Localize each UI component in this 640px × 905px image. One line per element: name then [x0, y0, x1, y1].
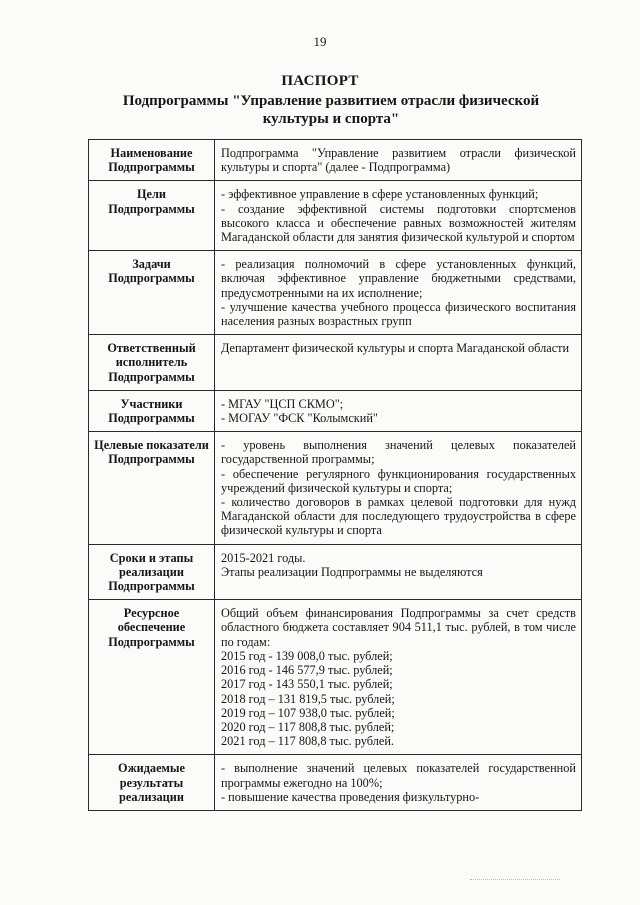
value-line: - уровень выполнения значений целевых показателей государственной программы;	[221, 438, 576, 467]
row-participants	[89, 390, 582, 431]
document-subtitle: Подпрограммы "Управление развитием отрасли физической культуры и спорта"	[122, 93, 540, 127]
value-line: - реализация полномочий в сфере установленных функций, включая эффективное управление бюджетными средствами, предусмотренными на их исполнение;	[221, 257, 576, 300]
row-value	[215, 140, 582, 181]
value-line: Департамент физической культуры и спорта Магаданской области	[221, 341, 570, 356]
row-label: Участники Подпрограммы	[89, 390, 215, 431]
value-line: 2016 год - 146 577,9 тыс. рублей;	[221, 663, 393, 678]
row-value	[215, 600, 582, 755]
value-line: - МОГАУ "ФСК "Колымский"	[221, 411, 378, 426]
row-value	[215, 181, 582, 251]
row-label: Ответственный исполнитель Подпрограммы	[89, 335, 215, 391]
row-label: Сроки и этапы реализации Подпрограммы	[89, 544, 215, 600]
row-label: Задачи Подпрограммы	[89, 251, 215, 335]
value-line: Этапы реализации Подпрограммы не выделяются	[221, 564, 483, 579]
row-label: Цели Подпрограммы	[89, 181, 215, 251]
row-value	[215, 755, 582, 811]
value-line: 2015 год - 139 008,0 тыс. рублей;	[221, 648, 393, 663]
row-value	[215, 544, 582, 600]
value-line: 2018 год – 131 819,5 тыс. рублей;	[221, 691, 395, 706]
value-line: 2021 год – 117 808,8 тыс. рублей.	[221, 734, 394, 749]
row-terms	[89, 544, 582, 600]
row-goals	[89, 181, 582, 251]
value-line: - выполнение значений целевых показателей государственной программы ежегодно на 100%;	[221, 761, 576, 790]
row-label: Наименование Подпрограммы	[89, 140, 215, 181]
value-line: - МГАУ "ЦСП СКМО";	[221, 396, 344, 411]
row-indicators	[89, 432, 582, 544]
row-value	[215, 432, 582, 544]
value-line: 2019 год – 107 938,0 тыс. рублей;	[221, 705, 395, 720]
document-title: ПАСПОРТ	[281, 73, 359, 89]
value-line: 2020 год – 117 808,8 тыс. рублей;	[221, 719, 395, 734]
value-line: - повышение качества проведения физкультурно-	[221, 789, 480, 804]
value-line: - эффективное управление в сфере установленных функций;	[221, 187, 539, 202]
value-line: - улучшение качества учебного процесса физического воспитания населения разных возрастных групп	[221, 299, 576, 329]
value-line: - количество договоров в рамках целевой подготовки для нужд Магаданской области для последующего трудоустройства в сфере физической культуры и спорта	[221, 495, 576, 538]
passport-table	[88, 139, 582, 811]
row-value	[215, 251, 582, 335]
value-line: 2017 год - 143 550,1 тыс. рублей;	[221, 677, 393, 692]
row-results	[89, 755, 582, 811]
row-label: Ресурсное обеспечение Подпрограммы	[89, 600, 215, 755]
row-responsible	[89, 335, 582, 391]
value-line: Общий объем финансирования Подпрограммы за счет средств областного бюджета составляет 904 511,1 тыс. рублей, в том числе по годам:	[221, 606, 576, 649]
value-line: 2015-2021 годы.	[221, 550, 306, 565]
page-number: 19	[313, 34, 327, 49]
row-label: Целевые показатели Подпрограммы	[89, 432, 215, 544]
value-line: - обеспечение регулярного функционирования государственных учреждений физической культуры и спорта;	[221, 466, 576, 495]
value-line: - создание эффективной системы подготовки спортсменов высокого класса и обеспечение равных возможностей жителям Магаданской области для занятия физической культурой и спортом	[221, 201, 576, 245]
row-label: Ожидаемые результаты реализации	[89, 755, 215, 811]
page-edge-mark	[470, 879, 560, 880]
row-value	[215, 335, 582, 391]
row-name	[89, 140, 582, 181]
row-tasks	[89, 251, 582, 335]
row-resources	[89, 600, 582, 755]
value-line: Подпрограмма "Управление развитием отрасли физической культуры и спорта" (далее - Подпрограмма)	[221, 146, 576, 175]
row-value	[215, 390, 582, 431]
